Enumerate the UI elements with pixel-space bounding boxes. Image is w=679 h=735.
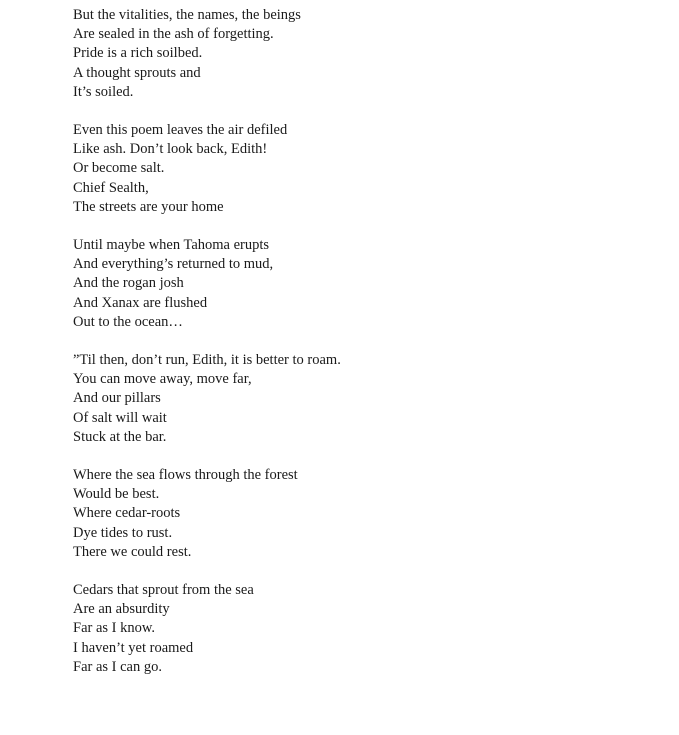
poem-line: But the vitalities, the names, the beings xyxy=(73,7,301,23)
poem-line: Or become salt. xyxy=(73,160,165,177)
poem-line: Stuck at the bar. xyxy=(73,428,167,445)
poem-line: And the rogan josh xyxy=(73,275,184,292)
stanza-6 xyxy=(73,581,639,677)
poem-line: A thought sprouts and xyxy=(73,64,201,81)
poem-line: Are sealed in the ash of forgetting. xyxy=(73,26,274,43)
stanza-4 xyxy=(73,351,639,447)
poem-line: You can move away, move far, xyxy=(73,371,252,388)
poem-line: Where the sea flows through the forest xyxy=(73,467,298,484)
poem-line: Even this poem leaves the air defiled xyxy=(73,122,288,139)
poem-line: I haven’t yet roamed xyxy=(73,639,194,656)
poem-line: There we could rest. xyxy=(73,543,192,560)
poem-line: Would be best. xyxy=(73,486,160,503)
poem-line: Far as I can go. xyxy=(73,658,162,675)
poem-line: Like ash. Don’t look back, Edith! xyxy=(73,141,268,158)
poem-line: And everything’s returned to mud, xyxy=(73,256,274,273)
poem-line: Of salt will wait xyxy=(73,409,167,426)
poem-line: Are an absurdity xyxy=(73,601,170,618)
poem-line: Out to the ocean… xyxy=(73,313,183,330)
stanza-2 xyxy=(73,121,639,217)
poem-line: Chief Sealth, xyxy=(73,179,149,196)
poem-line: Far as I know. xyxy=(73,620,156,637)
stanza-1 xyxy=(73,6,639,102)
poem-line: Where cedar-roots xyxy=(73,505,181,522)
poem-line: Dye tides to rust. xyxy=(73,524,173,541)
poem-line: Pride is a rich soilbed. xyxy=(73,45,203,62)
poem xyxy=(73,6,639,677)
poem-line: It’s soiled. xyxy=(73,83,134,100)
poem-line: And Xanax are flushed xyxy=(73,294,208,311)
stanza-5 xyxy=(73,466,639,562)
poem-line: Cedars that sprout from the sea xyxy=(73,582,254,599)
poem-line: ”Til then, don’t run, Edith, it is better to roam. xyxy=(73,352,341,369)
poem-line: And our pillars xyxy=(73,390,161,407)
poem-line: The streets are your home xyxy=(73,198,224,215)
poem-line: Until maybe when Tahoma erupts xyxy=(73,237,270,254)
stanza-3 xyxy=(73,236,639,332)
